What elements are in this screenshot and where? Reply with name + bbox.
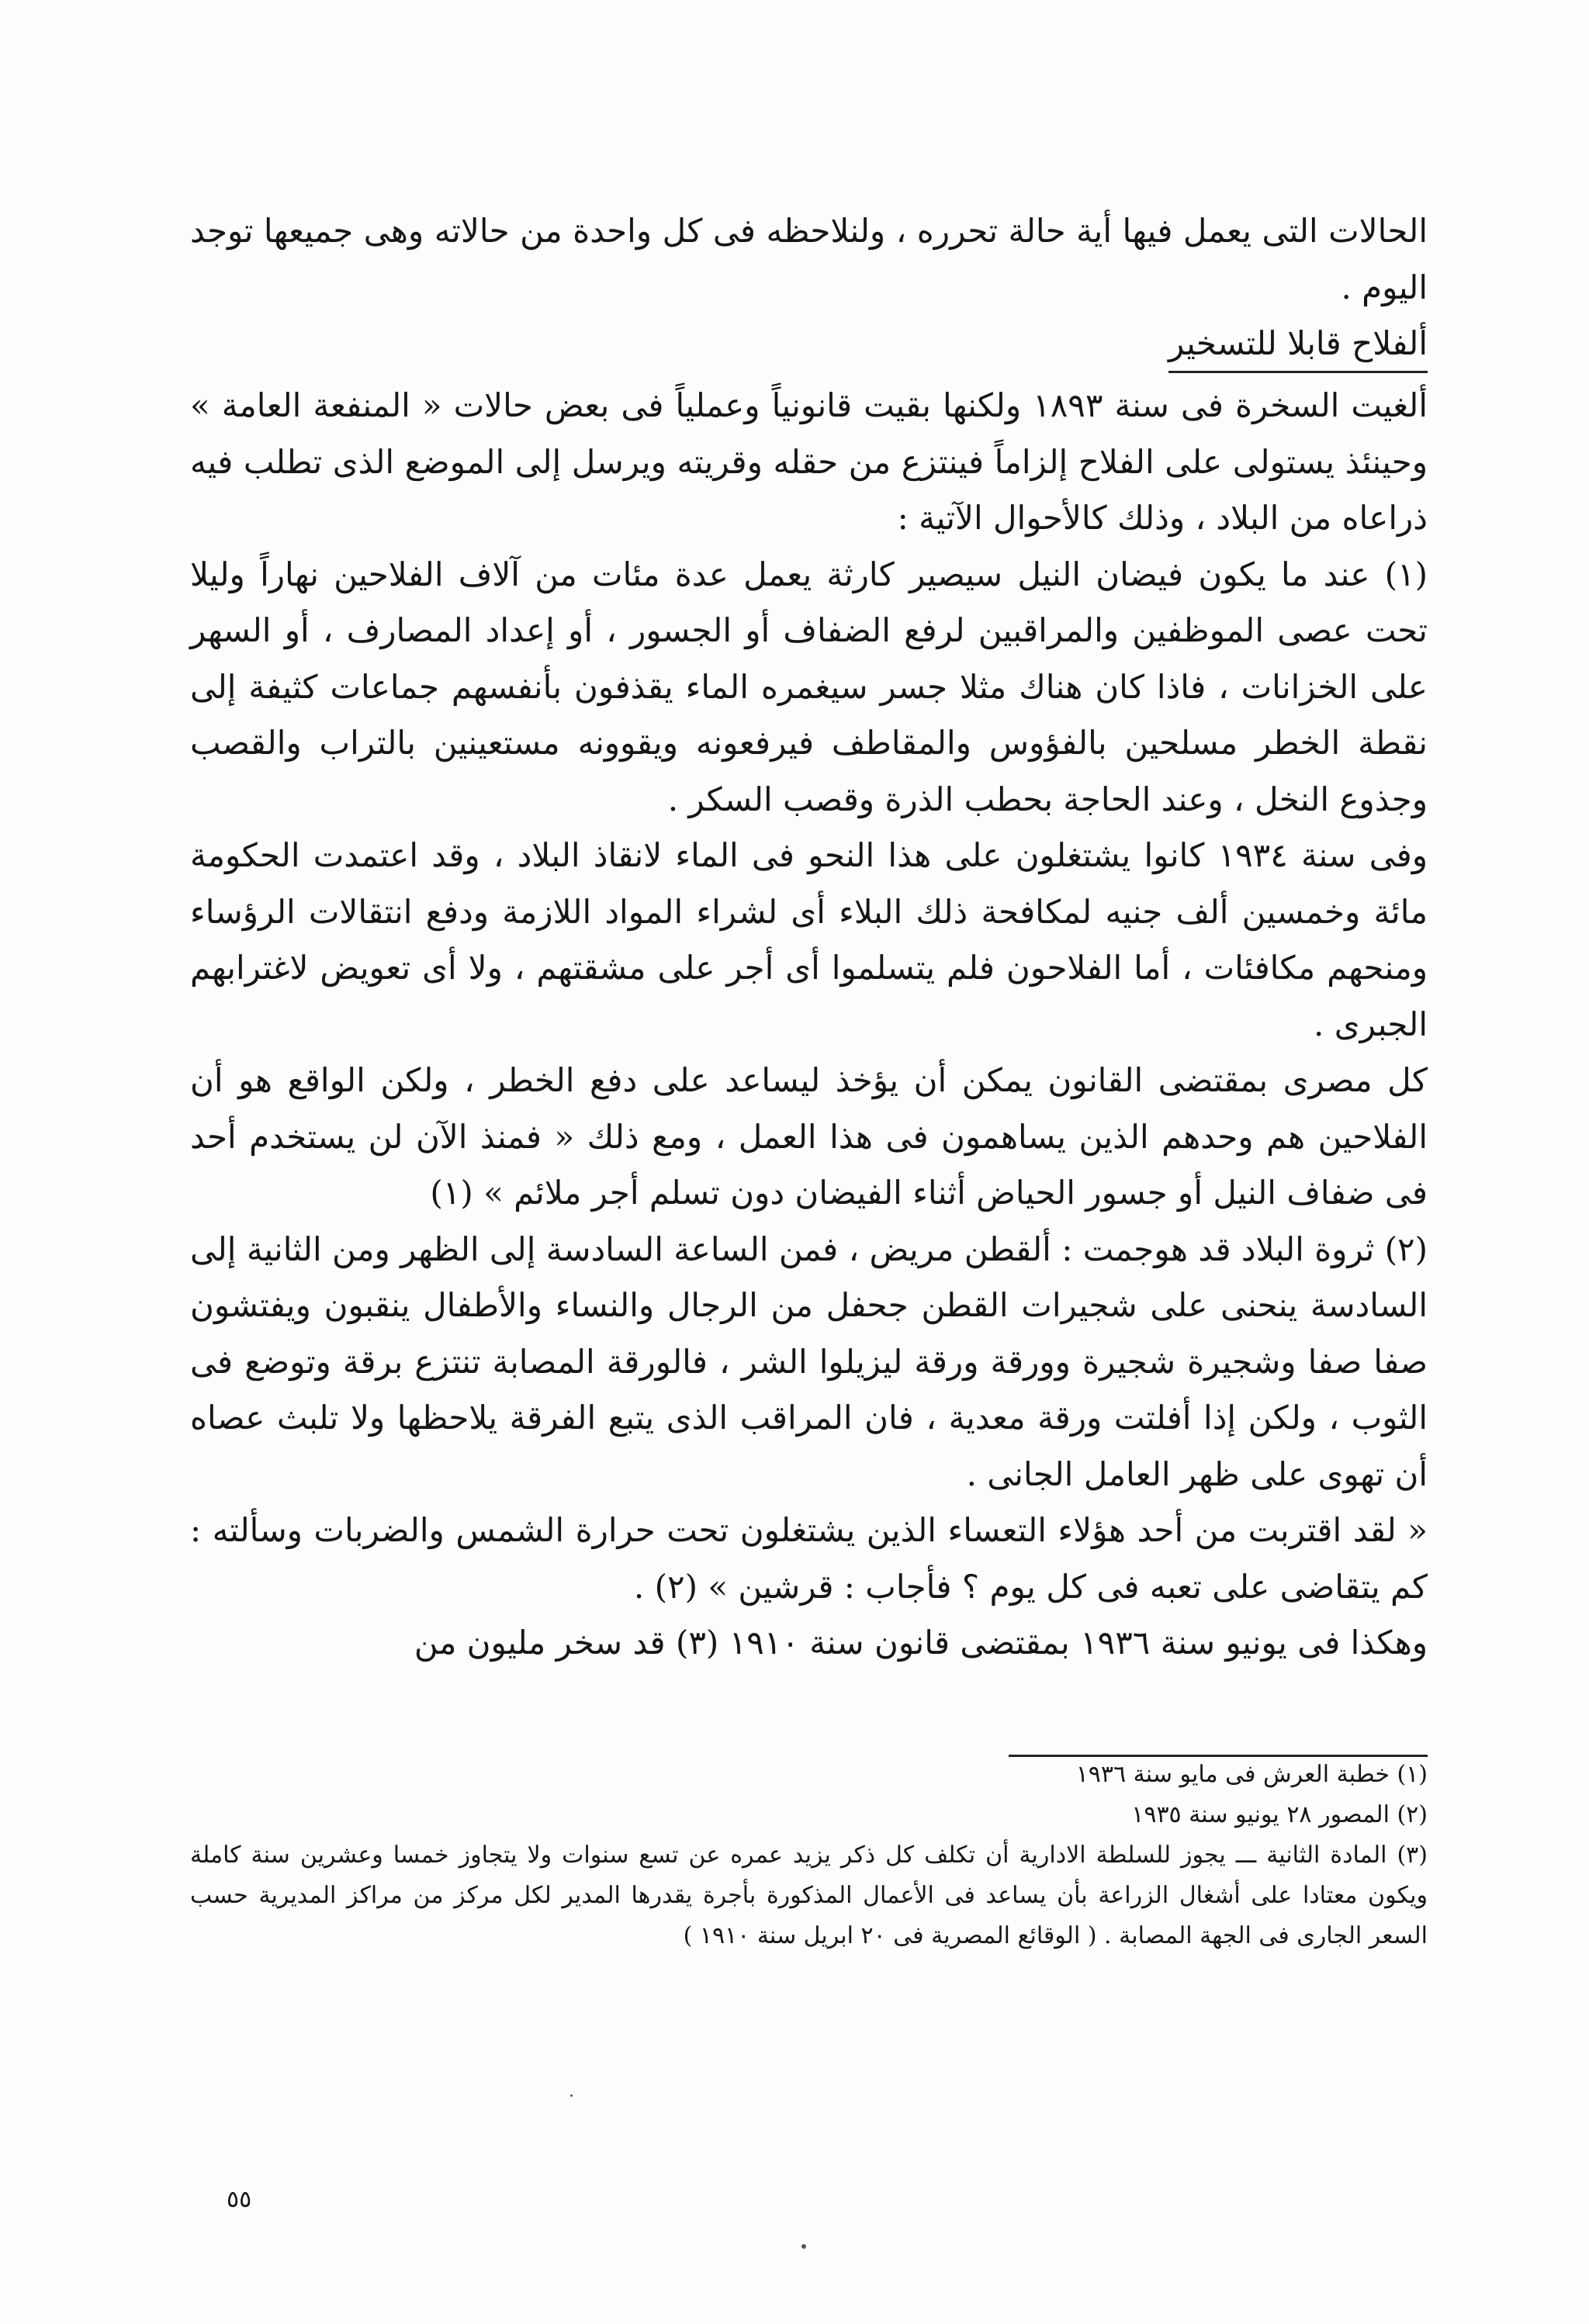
footnotes	[190, 1755, 1428, 1956]
section-heading: ألفلاح قابلا للتسخير	[1168, 318, 1428, 373]
footnote-3: (٣) المادة الثانية ـــ يجوز للسلطة الادارية أن تكلف كل ذكر يزيد عمره عن تسع سنوات ولا يتجاوز خمسا وعشرين سنة كاملة ويكون معتادا على أشغال الزراعة بأن يساعد فى الأعمال المذكورة بأجرة يقدرها المدير لكل مركز من مراكز المديرية حسب السعر الجارى فى الجهة المصابة . ( الوقائع المصرية فى ٢٠ ابريل سنة ١٩١٠ )	[190, 1842, 1428, 1949]
scan-speck	[570, 2094, 573, 2097]
main-text	[190, 203, 1428, 1672]
paragraph-intro: الحالات التى يعمل فيها أية حالة تحرره ، ولنلاحظه فى كل واحدة من حالاته وهى جميعها توجد اليوم .	[190, 212, 1428, 306]
paragraph-2: (١) عند ما يكون فيضان النيل سيصير كارثة يعمل عدة مئات من آلاف الفلاحين نهاراً وليلا تحت عصى الموظفين والمراقبين لرفع الضفاف أو الجسور ، أو إعداد المصارف ، أو السهر على الخزانات ، فاذا كان هناك مثلا جسر سيغمره الماء يقذفون بأنفسهم جماعات كثيفة إلى نقطة الخطر مسلحين بالفؤوس والمقاطف فيرفعونه ويقوونه مستعينين بالتراب والقصب وجذوع النخل ، وعند الحاجة بحطب الذرة وقصب السكر .	[190, 555, 1428, 818]
paragraph-7: وهكذا فى يونيو سنة ١٩٣٦ بمقتضى قانون سنة ١٩١٠ (٣) قد سخر مليون من	[414, 1624, 1428, 1662]
footnote-1: (١) خطبة العرش فى مايو سنة ١٩٣٦	[1075, 1761, 1428, 1788]
paragraph-1: ألغيت السخرة فى سنة ١٨٩٣ ولكنها بقيت قانونياً وعملياً فى بعض حالات « المنفعة العامة » وحينئذ يستولى على الفلاح إلزاماً فينتزع من حقله وقريته ويرسل إلى الموضع الذى تطلب فيه ذراعاه من البلاد ، وذلك كالأحوال الآتية :	[190, 386, 1428, 537]
paragraph-3: وفى سنة ١٩٣٤ كانوا يشتغلون على هذا النحو فى الماء لانقاذ البلاد ، وقد اعتمدت الحكومة مائة وخمسين ألف جنيه لمكافحة ذلك البلاء أى لشراء المواد اللازمة ودفع انتقالات الرؤساء ومنحهم مكافئات ، أما الفلاحون فلم يتسلموا أى أجر على مشقتهم ، ولا أى تعويض لاغترابهم الجبرى .	[190, 836, 1428, 1043]
paragraph-5: (٢) ثروة البلاد قد هوجمت : ألقطن مريض ، فمن الساعة السادسة إلى الظهر ومن الثانية إلى السادسة ينحنى على شجيرات القطن جحفل من الرجال والنساء والأطفال ينقبون ويفتشون صفا صفا وشجيرة شجيرة وورقة ورقة ليزيلوا الشر ، فالورقة المصابة تنتزع برقة وتوضع فى الثوب ، ولكن إذا أفلتت ورقة معدية ، فان المراقب الذى يتبع الفرقة يلاحظها ولا تلبث عصاه أن تهوى على ظهر العامل الجانى .	[190, 1229, 1428, 1493]
page-number: ٥٥	[227, 2186, 252, 2213]
footnote-2: (٢) المصور ٢٨ يونيو سنة ١٩٣٥	[1131, 1801, 1428, 1828]
paragraph-6: « لقد اقتربت من أحد هؤلاء التعساء الذين يشتغلون تحت حرارة الشمس والضربات وسألته : كم يتقاضى على تعبه فى كل يوم ؟ فأجاب : قرشين » (٢) .	[190, 1511, 1428, 1606]
paragraph-4: كل مصرى بمقتضى القانون يمكن أن يؤخذ ليساعد على دفع الخطر ، ولكن الواقع هو أن الفلاحين هم وحدهم الذين يساهمون فى هذا العمل ، ومع ذلك « فمنذ الآن لن يستخدم أحد فى ضفاف النيل أو جسور الحياض أثناء الفيضان دون تسلم أجر ملائم » (١)	[190, 1061, 1428, 1212]
scan-speck	[801, 2244, 806, 2249]
